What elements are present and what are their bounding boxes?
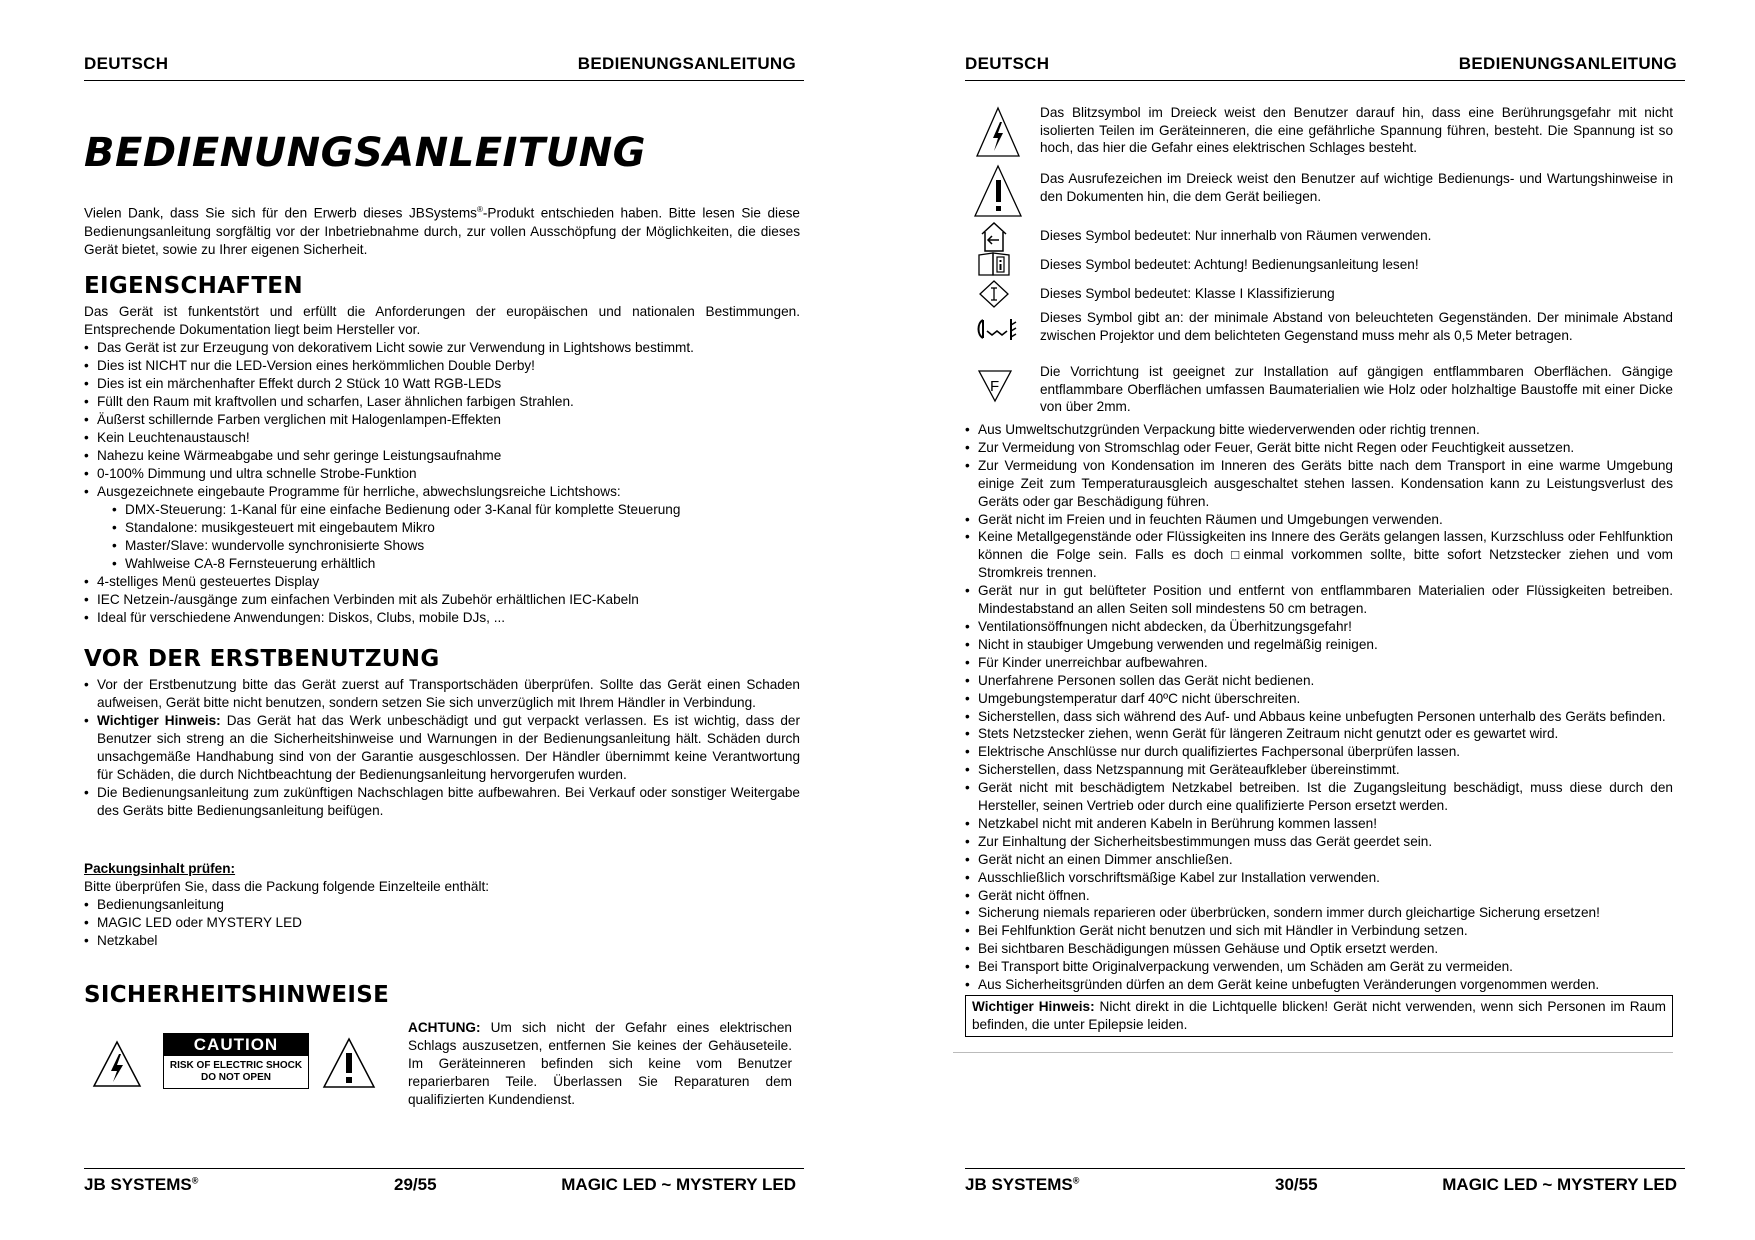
symbol-row: Dieses Symbol gibt an: der minimale Abstand von beleuchteten Gegenständen. Der minimale Abstand zwischen Projektor und dem belichteten Gegenstand muss mehr als 0,5 Meter betragen.	[965, 309, 1673, 363]
feature-sublist	[84, 501, 800, 573]
list-item: • Wichtiger Hinweis: Das Gerät hat das Werk unbeschädigt und gut verpackt verlassen. Es ist wichtig, dass der Benutzer sich streng an die Sicherheitshinweise und Warnungen in der Bedienungsanleitung hält. Schäden durch unsachgemäße Handhabung sind von der Garantie ausgeschlossen. Der Händler übernimmt keine Verantwortung für Schäden, die durch Nichtbeachtung der Bedienungsanleitung hervorgerufen wurden.	[84, 712, 800, 784]
list-item: • Gerät nicht mit beschädigtem Netzkabel betreiben. Ist die Zugangsleitung beschädigt, muss diese durch den Hersteller, seinen Vertrieb oder durch eine qualifizierte Person ersetzt werden.	[965, 779, 1673, 815]
subsection-text: Bitte überprüfen Sie, dass die Packung folgende Einzelteile enthält:	[84, 879, 490, 894]
list-item: • MAGIC LED oder MYSTERY LED	[84, 914, 800, 932]
class-1-icon	[979, 280, 1009, 308]
feature-list-2	[84, 573, 800, 627]
list-item: • Dies ist ein märchenhafter Effekt durch 2 Stück 10 Watt RGB-LEDs	[84, 375, 800, 393]
footer-brand: JB SYSTEMS®	[84, 1175, 199, 1194]
caution-line-2: DO NOT OPEN	[200, 1072, 271, 1083]
list-item: • Ventilationsöffnungen nicht abdecken, da Überhitzungsgefahr!	[965, 618, 1673, 636]
safety-list	[965, 421, 1673, 994]
subsection-heading: Packungsinhalt prüfen:	[84, 861, 236, 876]
list-item: • Netzkabel	[84, 932, 800, 950]
list-item: • Für Kinder unerreichbar aufbewahren.	[965, 654, 1673, 672]
list-item: • Bei Fehlfunktion Gerät nicht benutzen und sich mit Händler in Verbindung setzen.	[965, 922, 1673, 940]
list-item: • Gerät nicht im Freien und in feuchten Räumen und Umgebungen verwenden.	[965, 511, 1673, 529]
section-heading: VOR DER ERSTBENUTZUNG	[84, 646, 440, 672]
divider	[953, 1052, 1673, 1053]
lightning-triangle-icon	[975, 106, 1021, 158]
list-item: • DMX-Steuerung: 1-Kanal für eine einfache Bedienung oder 3-Kanal für komplette Steuerung	[112, 501, 800, 519]
page-footer	[965, 1168, 1685, 1199]
list-item: • Sicherung niemals reparieren oder überbrücken, sondern immer durch gleichartige Sicherung ersetzen!	[965, 904, 1673, 922]
right-page	[965, 0, 1685, 1240]
exclamation-triangle-icon	[973, 164, 1023, 218]
footer-product: MAGIC LED ~ MYSTERY LED	[561, 1175, 796, 1194]
section-heading: SICHERHEITSHINWEISE	[84, 982, 390, 1008]
list-item: • Kein Leuchtenaustausch!	[84, 429, 800, 447]
list-item: • Füllt den Raum mit kraftvollen und scharfen, Laser ähnlichen farbigen Strahlen.	[84, 393, 800, 411]
list-item: • Aus Umweltschutzgründen Verpackung bitte wiederverwenden oder richtig trennen.	[965, 421, 1673, 439]
list-item: • Zur Vermeidung von Kondensation im Inneren des Geräts bitte nach dem Transport in eine warme Umgebung einige Zeit zum Temperaturausgleich ausgeschaltet stehen lassen. Kondensation kann zu Leistungsverlust des Geräts oder gar Beschädigung führen.	[965, 457, 1673, 511]
left-page	[84, 0, 804, 1240]
safety-list-wrap	[965, 421, 1673, 1037]
list-item: • Zur Einhaltung der Sicherheitsbestimmungen muss das Gerät geerdet sein.	[965, 833, 1673, 851]
caution-title: CAUTION	[164, 1034, 308, 1056]
list-item: • Bedienungsanleitung	[84, 896, 800, 914]
list-item: • Master/Slave: wundervolle synchronisierte Shows	[112, 537, 800, 555]
list-item: • Keine Metallgegenstände oder Flüssigkeiten ins Innere des Geräts gelangen lassen, Kurzschluss oder Fehlfunktion können die Folge sein. Falls es doch □einmal vorkommen sollte, bitte sofort Netzstecker ziehen und vom Stromkreis trennen.	[965, 528, 1673, 582]
page-number: 30/55	[1275, 1175, 1318, 1194]
symbol-list	[965, 104, 1673, 417]
list-item: • Ausschließlich vorschriftsmäßige Kabel zur Installation verwenden.	[965, 869, 1673, 887]
exclamation-triangle-icon	[322, 1037, 376, 1089]
list-item: • Nahezu keine Wärmeabgabe und sehr geringe Leistungsaufnahme	[84, 447, 800, 465]
caution-line-1: RISK OF ELECTRIC SHOCK	[169, 1060, 303, 1071]
section-packungsinhalt	[84, 860, 800, 950]
footer-product: MAGIC LED ~ MYSTERY LED	[1442, 1175, 1677, 1194]
achtung-text: ACHTUNG: Um sich nicht der Gefahr eines elektrischen Schlags auszusetzen, entfernen Sie keines der Gehäuseteile. Im Geräteinneren befinden sich keine vom Benutzer reparierbaren Teile. Überlassen Sie Reparaturen dem qualifizierten Kundendienst.	[408, 1020, 792, 1107]
read-manual-icon	[977, 251, 1011, 277]
list-item: • Standalone: musikgesteuert mit eingebautem Mikro	[112, 519, 800, 537]
lightning-triangle-icon	[92, 1040, 142, 1088]
footer-brand: JB SYSTEMS®	[965, 1175, 1080, 1194]
list-item: • Unerfahrene Personen sollen das Gerät nicht bedienen.	[965, 672, 1673, 690]
list-item: • Ausgezeichnete eingebaute Programme für herrliche, abwechslungsreiche Lichtshows:	[84, 483, 800, 501]
section-heading: EIGENSCHAFTEN	[84, 273, 303, 299]
list-item: • Das Gerät ist zur Erzeugung von dekorativem Licht sowie zur Verwendung in Lightshows bestimmt.	[84, 339, 800, 357]
section-vor-erstbenutzung	[84, 644, 800, 820]
page-header	[965, 54, 1685, 81]
list-item: • Zur Vermeidung von Stromschlag oder Feuer, Gerät bitte nicht Regen oder Feuchtigkeit aussetzen.	[965, 439, 1673, 457]
page-footer	[84, 1168, 804, 1199]
symbol-row: Dieses Symbol bedeutet: Klasse I Klassifizierung	[965, 285, 1673, 309]
flammable-surface-icon	[977, 369, 1013, 403]
list-item: • Bei Transport bitte Originalverpackung verwenden, um Schäden am Gerät zu vermeiden.	[965, 958, 1673, 976]
list-item: • Ideal für verschiedene Anwendungen: Diskos, Clubs, mobile DJs, ...	[84, 609, 800, 627]
header-language: DEUTSCH	[965, 54, 1050, 73]
symbol-row: Dieses Symbol bedeutet: Achtung! Bedienungsanleitung lesen!	[965, 256, 1673, 285]
package-list	[84, 896, 800, 950]
caution-label	[163, 1033, 309, 1089]
list-item: • Aus Sicherheitsgründen dürfen an dem Gerät keine unbefugten Veränderungen vorgenommen werden.	[965, 976, 1673, 994]
feature-list	[84, 339, 800, 501]
header-language: DEUTSCH	[84, 54, 169, 73]
list-item: • IEC Netzein-/ausgänge zum einfachen Verbinden mit als Zubehör erhältlichen IEC-Kabeln	[84, 591, 800, 609]
list-item: • Stets Netzstecker ziehen, wenn Gerät für längeren Zeitraum nicht genutzt oder es gewartet wird.	[965, 725, 1673, 743]
symbol-row: Das Blitzsymbol im Dreieck weist den Benutzer darauf hin, dass eine Berührungsgefahr mit nicht isolierten Teilen im Geräteinneren, die eine gefährliche Spannung führen, besteht. Die Spannung ist so hoch, das hier die Gefahr eines elektrischen Schlages besteht.	[965, 104, 1673, 162]
indoor-use-icon	[979, 221, 1009, 253]
header-title: BEDIENUNGSANLEITUNG	[1458, 54, 1677, 73]
list-item: • Die Bedienungsanleitung zum zukünftigen Nachschlagen bitte aufbewahren. Bei Verkauf oder sonstiger Weitergabe des Geräts bitte Bedienungsanleitung beifügen.	[84, 784, 800, 820]
list-item: • Elektrische Anschlüsse nur durch qualifiziertes Fachpersonal überprüfen lassen.	[965, 743, 1673, 761]
list-item: • 4-stelliges Menü gesteuertes Display	[84, 573, 800, 591]
svg-text:F: F	[990, 378, 1000, 395]
list-item: • Umgebungstemperatur darf 40ºC nicht überschreiten.	[965, 690, 1673, 708]
intro-paragraph: Vielen Dank, dass Sie sich für den Erwerb dieses JBSystems®-Produkt entschieden haben. Bitte lesen Sie diese Bedienungsanleitung sorgfältig vor der Inbetriebnahme durch, zur vollen Ausschöpfung der Möglichkeiten, die dieses Gerät bietet, sowie zu Ihrer eigenen Sicherheit.	[84, 205, 800, 257]
warning-box: Wichtiger Hinweis: Nicht direkt in die Lichtquelle blicken! Gerät nicht verwenden, wenn sich Personen im Raum befinden, die unter Epilepsie leiden.	[965, 995, 1673, 1037]
list-item: • 0-100% Dimmung und ultra schnelle Strobe-Funktion	[84, 465, 800, 483]
page-number: 29/55	[394, 1175, 437, 1194]
list-item: • Nicht in staubiger Umgebung verwenden und regelmäßig reinigen.	[965, 636, 1673, 654]
list-item: • Dies ist NICHT nur die LED-Version eines herkömmlichen Double Derby!	[84, 357, 800, 375]
list-item: • Vor der Erstbenutzung bitte das Gerät zuerst auf Transportschäden überprüfen. Sollte das Gerät einen Schaden aufweisen, Gerät bitte nicht benutzen, sondern setzen Sie sich unverzüglich mit Ihrem Händler in Verbindung.	[84, 676, 800, 712]
symbol-row: Dieses Symbol bedeutet: Nur innerhalb von Räumen verwenden.	[965, 227, 1673, 256]
symbol-row: Das Ausrufezeichen im Dreieck weist den Benutzer auf wichtige Bedienungs- und Wartungshinweise in den Dokumenten hin, die dem Gerät beiliegen.	[965, 170, 1673, 227]
symbol-row: F Die Vorrichtung ist geeignet zur Installation auf gängigen entflammbaren Oberflächen. Gängige entflammbare Oberflächen umfassen Baumaterialien wie Holz oder holzhaltige Baustoffe mit einer Dicke von über 2mm.	[965, 363, 1673, 417]
list-item: • Sicherstellen, dass sich während des Auf- und Abbaus keine unbefugten Personen unterhalb des Geräts befinden.	[965, 708, 1673, 726]
list-item: • Gerät nicht öffnen.	[965, 887, 1673, 905]
section-text: Das Gerät ist funkentstört und erfüllt die Anforderungen der europäischen und nationalen Bestimmungen. Entsprechende Dokumentation liegt beim Hersteller vor.	[84, 304, 800, 337]
list-item: • Äußerst schillernde Farben verglichen mit Halogenlampen-Effekten	[84, 411, 800, 429]
document-title: BEDIENUNGSANLEITUNG	[84, 130, 646, 176]
list-item: • Netzkabel nicht mit anderen Kabeln in Berührung kommen lassen!	[965, 815, 1673, 833]
min-distance-icon	[975, 317, 1019, 343]
list-item: • Sicherstellen, dass Netzspannung mit Geräteaufkleber übereinstimmt.	[965, 761, 1673, 779]
section-sicherheitshinweise	[84, 980, 800, 1010]
section-eigenschaften	[84, 271, 800, 627]
list-item: • Gerät nur in gut belüfteter Position und entfernt von entflammbaren Materialien oder Flüssigkeiten betreiben. Mindestabstand an allen Seiten soll mindestens 50 cm betragen.	[965, 582, 1673, 618]
header-title: BEDIENUNGSANLEITUNG	[577, 54, 796, 73]
list-item: • Gerät nicht an einen Dimmer anschließen.	[965, 851, 1673, 869]
list-item: • Bei sichtbaren Beschädigungen müssen Gehäuse und Optik ersetzt werden.	[965, 940, 1673, 958]
page-header	[84, 54, 804, 81]
list-item: • Wahlweise CA-8 Fernsteuerung erhältlich	[112, 555, 800, 573]
